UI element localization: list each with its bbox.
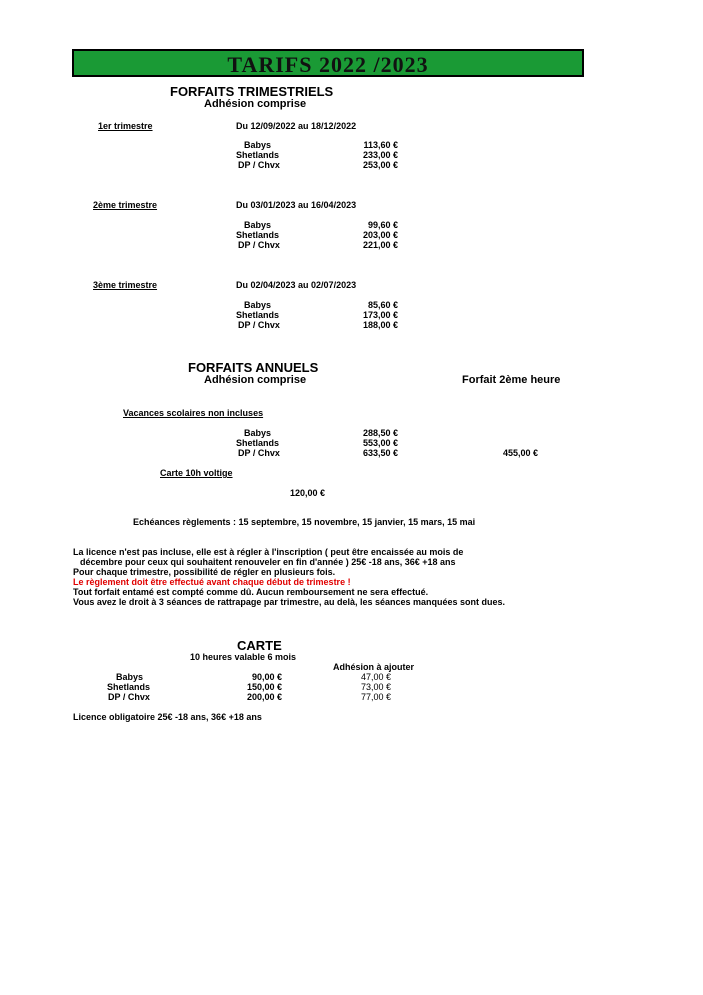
note-line: La licence n'est pas incluse, elle est à régler à l'inscription ( peut être encaissée au mois de	[73, 547, 464, 557]
adhesion-label: Adhésion à ajouter	[333, 662, 415, 672]
t3-row-price: 85,60 €	[367, 300, 398, 310]
carte-row-adhesion: 47,00 €	[361, 672, 392, 682]
t2-row-price: 99,60 €	[367, 220, 398, 230]
carte-sub: 10 heures valable 6 mois	[190, 652, 297, 662]
trimestriels-sub: Adhésion comprise	[204, 98, 307, 110]
t1-row-price: 113,60 €	[363, 140, 398, 150]
t1-row-price: 233,00 €	[362, 150, 398, 160]
second-hour-price: 455,00 €	[502, 448, 538, 458]
annuel-row-price: 288,50 €	[362, 428, 398, 438]
t3-row-price: 188,00 €	[362, 320, 398, 330]
page-title: TARIFS 2022 /2023	[227, 52, 429, 77]
carte-row-adhesion: 77,00 €	[361, 692, 392, 702]
annuel-row-name: Shetlands	[236, 438, 280, 448]
carte-row-name: Shetlands	[107, 682, 151, 692]
carte-heading: CARTE	[237, 638, 282, 653]
annuels-heading: FORFAITS ANNUELS	[188, 360, 319, 375]
trimester-3-dates: Du 02/04/2023 au 02/07/2023	[236, 280, 357, 290]
carte-row-price: 90,00 €	[251, 672, 282, 682]
note-line: décembre pour ceux qui souhaitent renouveler en fin d'année ) 25€ -18 ans, 36€ +18 ans	[80, 557, 456, 567]
carte-row-price: 150,00 €	[246, 682, 282, 692]
licence-text: Licence obligatoire 25€ -18 ans, 36€ +18 ans	[73, 712, 262, 722]
annuel-row-name: Babys	[244, 428, 272, 438]
t2-row-name: Babys	[244, 220, 272, 230]
trimester-1-label: 1er trimestre	[98, 121, 153, 131]
trimester-3-label: 3ème trimestre	[93, 280, 158, 290]
t2-row-price: 203,00 €	[362, 230, 398, 240]
vacances-label: Vacances scolaires non incluses	[123, 408, 264, 418]
annuel-row-price: 633,50 €	[362, 448, 398, 458]
t1-row-name: DP / Chvx	[238, 160, 280, 170]
carte-voltige-price: 120,00 €	[290, 488, 326, 498]
t3-row-name: Babys	[244, 300, 272, 310]
t1-row-name: Shetlands	[236, 150, 280, 160]
t3-row-name: DP / Chvx	[238, 320, 280, 330]
t2-row-name: DP / Chvx	[238, 240, 280, 250]
note-line: Pour chaque trimestre, possibilité de régler en plusieurs fois.	[73, 567, 336, 577]
annuel-row-name: DP / Chvx	[238, 448, 280, 458]
annuels-sub: Adhésion comprise	[204, 374, 307, 386]
note-line: Tout forfait entamé est compté comme dû. Aucun remboursement ne sera effectué.	[73, 587, 429, 597]
t1-row-name: Babys	[244, 140, 272, 150]
trimester-2-label: 2ème trimestre	[93, 200, 158, 210]
trimester-2-dates: Du 03/01/2023 au 16/04/2023	[236, 200, 357, 210]
title-banner	[72, 49, 584, 77]
t1-row-price: 253,00 €	[362, 160, 398, 170]
t2-row-price: 221,00 €	[362, 240, 398, 250]
trimester-1-dates: Du 12/09/2022 au 18/12/2022	[236, 121, 357, 131]
carte-voltige-label: Carte 10h voltige	[160, 468, 233, 478]
carte-row-price: 200,00 €	[246, 692, 282, 702]
t2-row-name: Shetlands	[236, 230, 280, 240]
second-hour-label: Forfait 2ème heure	[462, 374, 561, 386]
carte-row-name: DP / Chvx	[108, 692, 150, 702]
echeances-text: Echéances règlements : 15 septembre, 15 novembre, 15 janvier, 15 mars, 15 mai	[133, 517, 476, 527]
trimestriels-heading: FORFAITS TRIMESTRIELS	[170, 84, 334, 99]
note-line: Vous avez le droit à 3 séances de rattrapage par trimestre, au delà, les séances manquées sont dues.	[73, 597, 506, 607]
carte-row-adhesion: 73,00 €	[361, 682, 392, 692]
carte-row-name: Babys	[116, 672, 144, 682]
annuel-row-price: 553,00 €	[362, 438, 398, 448]
t3-row-name: Shetlands	[236, 310, 280, 320]
t3-row-price: 173,00 €	[362, 310, 398, 320]
note-warning: Le règlement doit être effectué avant chaque début de trimestre !	[73, 577, 351, 587]
